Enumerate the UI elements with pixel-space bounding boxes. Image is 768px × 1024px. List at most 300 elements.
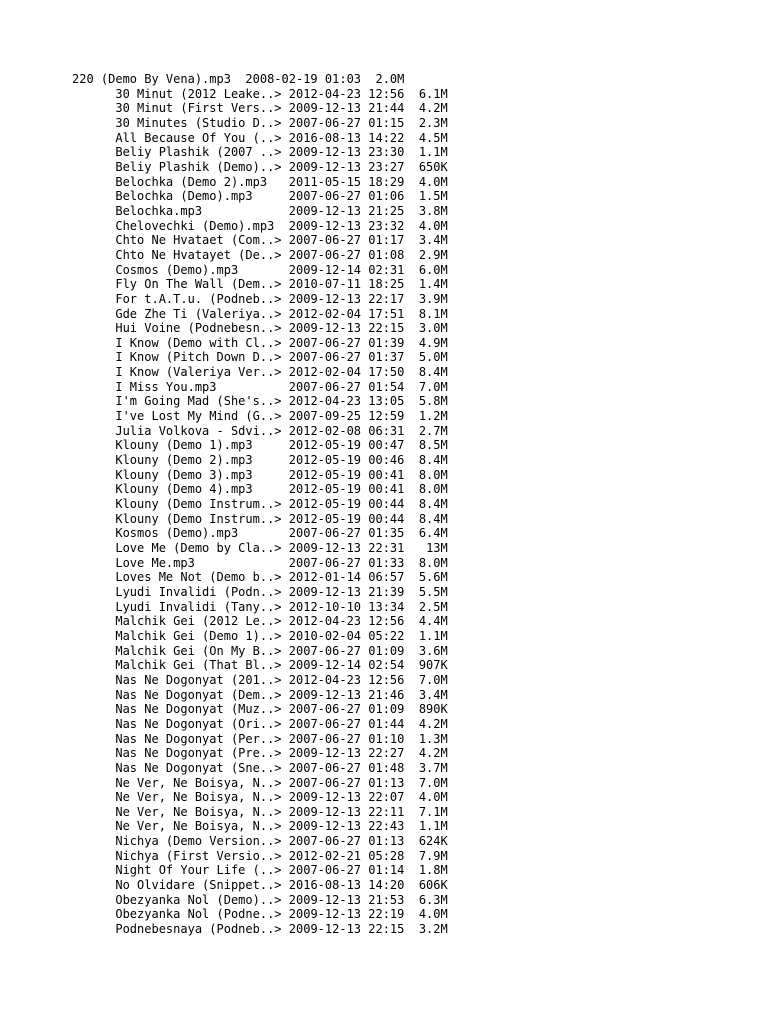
- file-time: 22:11: [368, 804, 405, 819]
- entry-indent: [72, 776, 115, 790]
- file-link[interactable]: Chto Ne Hvatayet (De..>: [115, 247, 282, 262]
- file-entry[interactable]: [72, 453, 448, 468]
- column-gap: [404, 600, 418, 614]
- file-date: 2012-04-23: [288, 86, 362, 101]
- entry-indent: [72, 424, 115, 438]
- entry-indent: [72, 482, 115, 496]
- file-entry[interactable]: [72, 907, 448, 922]
- column-gap: [404, 922, 418, 936]
- file-date: 2012-02-04: [288, 365, 362, 380]
- file-time: 18:25: [368, 277, 405, 292]
- file-date: 2007-06-27: [288, 731, 362, 746]
- column-gap: [404, 834, 418, 848]
- file-entry[interactable]: [72, 644, 448, 659]
- file-time: 14:20: [368, 878, 405, 893]
- column-gap: [404, 673, 418, 687]
- file-size: 13M: [426, 541, 448, 555]
- column-gap: [404, 189, 418, 203]
- file-link[interactable]: I'm Going Mad (She's..>: [115, 394, 282, 409]
- file-date: 2016-08-13: [288, 878, 362, 893]
- file-link[interactable]: Chelovechki (Demo).mp3: [115, 218, 275, 233]
- file-entry[interactable]: [72, 497, 448, 512]
- entry-indent: [72, 585, 115, 599]
- column-gap: [404, 717, 418, 731]
- entry-indent: [72, 204, 115, 218]
- file-link[interactable]: Night Of Your Life (..>: [115, 863, 282, 878]
- file-link[interactable]: Belochka (Demo).mp3: [115, 189, 253, 204]
- file-link[interactable]: 220 (Demo By Vena).mp3: [72, 72, 231, 86]
- file-entry[interactable]: [72, 175, 448, 190]
- column-gap: [404, 776, 418, 790]
- file-date: 2007-06-27: [288, 526, 362, 541]
- file-entry[interactable]: [72, 688, 448, 703]
- column-gap: [238, 526, 289, 540]
- file-time: 01:03: [324, 72, 362, 86]
- file-size: 1.1M: [418, 819, 448, 834]
- file-date: 2012-02-21: [288, 848, 362, 863]
- file-entry[interactable]: [72, 321, 448, 336]
- file-link[interactable]: Obezyanka Nol (Podne..>: [115, 907, 282, 922]
- column-gap: [282, 497, 289, 511]
- column-gap: [404, 688, 418, 702]
- column-gap: [282, 87, 289, 101]
- file-link[interactable]: Malchik Gei (On My B..>: [115, 643, 282, 658]
- file-size: 8.0M: [418, 467, 448, 482]
- file-link[interactable]: Beliy Plashik (Demo)..>: [115, 159, 282, 174]
- file-entry[interactable]: [72, 116, 448, 131]
- file-size: 2.5M: [418, 599, 448, 614]
- file-size: 4.2M: [418, 101, 448, 116]
- entry-indent: [72, 380, 115, 394]
- file-link[interactable]: Belochka.mp3: [115, 203, 203, 218]
- entry-indent: [72, 556, 115, 570]
- column-gap: [404, 629, 418, 643]
- column-gap: [404, 497, 418, 511]
- file-time: 22:15: [368, 321, 405, 336]
- file-link[interactable]: Gde Zhe Ti (Valeriya..>: [115, 306, 282, 321]
- column-gap: [318, 72, 325, 86]
- column-gap: [217, 380, 289, 394]
- file-time: 01:10: [368, 731, 405, 746]
- entry-indent: [72, 834, 115, 848]
- column-gap: [282, 585, 289, 599]
- file-link[interactable]: Malchik Gei (2012 Le..>: [115, 614, 282, 629]
- column-gap: [404, 292, 418, 306]
- entry-indent: [72, 512, 115, 526]
- file-link[interactable]: Love Me.mp3: [115, 555, 195, 570]
- column-gap: [404, 321, 418, 335]
- entry-indent: [72, 116, 115, 130]
- file-link[interactable]: Julia Volkova - Sdvi..>: [115, 423, 282, 438]
- file-link[interactable]: Love Me (Demo by Cla..>: [115, 541, 282, 555]
- file-link[interactable]: Chto Ne Hvataet (Com..>: [115, 233, 282, 248]
- file-entry[interactable]: [72, 585, 448, 600]
- file-link[interactable]: Klouny (Demo 1).mp3: [115, 438, 253, 453]
- file-size: 3.4M: [418, 687, 448, 702]
- file-link[interactable]: Klouny (Demo 3).mp3: [115, 467, 253, 482]
- file-date: 2009-12-13: [288, 145, 362, 160]
- file-entry[interactable]: [72, 556, 448, 571]
- file-date: 2012-02-04: [288, 306, 362, 321]
- file-link[interactable]: I Know (Valeriya Ver..>: [115, 365, 282, 380]
- file-entry[interactable]: [72, 350, 448, 365]
- file-entry[interactable]: [72, 424, 448, 439]
- file-entry[interactable]: [72, 805, 448, 820]
- file-link[interactable]: All Because Of You (..>: [115, 130, 282, 145]
- file-link[interactable]: I Know (Demo with Cl..>: [115, 335, 282, 350]
- file-size: 4.2M: [418, 746, 448, 761]
- file-entry[interactable]: [72, 438, 448, 453]
- column-gap: [282, 673, 289, 687]
- file-entry[interactable]: [72, 307, 448, 322]
- file-link[interactable]: Malchik Gei (That Bl..>: [115, 658, 282, 673]
- file-size: 890K: [418, 702, 448, 717]
- file-entry[interactable]: [72, 204, 448, 219]
- file-link[interactable]: Belochka (Demo 2).mp3: [115, 174, 268, 189]
- file-link[interactable]: Podnebesnaya (Podneb..>: [115, 922, 282, 937]
- file-time: 01:14: [368, 863, 405, 878]
- file-entry[interactable]: [72, 717, 448, 732]
- entry-indent: [72, 614, 115, 628]
- file-link[interactable]: I Miss You.mp3: [115, 379, 217, 394]
- file-size: 2.0M: [375, 72, 405, 86]
- entry-indent: [72, 673, 115, 687]
- file-size: 8.4M: [418, 497, 448, 512]
- file-entry[interactable]: [72, 394, 448, 409]
- column-gap: [404, 438, 418, 452]
- file-date: 2012-05-19: [288, 497, 362, 512]
- file-link[interactable]: Klouny (Demo Instrum..>: [115, 497, 282, 512]
- file-entry[interactable]: [72, 409, 448, 424]
- file-entry[interactable]: [72, 849, 448, 864]
- file-time: 14:22: [368, 130, 405, 145]
- file-link[interactable]: Ne Ver, Ne Boisya, N..>: [115, 775, 282, 790]
- file-date: 2009-12-13: [288, 321, 362, 336]
- entry-indent: [72, 893, 115, 907]
- file-date: 2009-12-14: [288, 658, 362, 673]
- file-entry[interactable]: [72, 790, 448, 805]
- file-time: 21:44: [368, 101, 405, 116]
- file-entry[interactable]: [72, 658, 448, 673]
- file-entry[interactable]: [72, 365, 448, 380]
- file-date: 2007-06-27: [288, 702, 362, 717]
- column-gap: [404, 790, 418, 804]
- column-gap: [282, 790, 289, 804]
- file-time: 00:41: [368, 467, 405, 482]
- entry-indent: [72, 321, 115, 335]
- file-entry[interactable]: [72, 878, 448, 893]
- file-entry[interactable]: [72, 629, 448, 644]
- file-time: 01:09: [368, 643, 405, 658]
- file-link[interactable]: I Know (Pitch Down D..>: [115, 350, 282, 365]
- file-date: 2009-12-13: [288, 218, 362, 233]
- file-date: 2009-12-13: [288, 291, 362, 306]
- file-date: 2010-07-11: [288, 277, 362, 292]
- file-date: 2007-06-27: [288, 555, 362, 570]
- file-link[interactable]: Obezyanka Nol (Demo)..>: [115, 892, 282, 907]
- file-entry[interactable]: [72, 87, 448, 102]
- file-size: 624K: [418, 834, 448, 849]
- column-gap: [404, 746, 418, 760]
- entry-indent: [72, 350, 115, 364]
- file-link[interactable]: Nichya (First Versio..>: [115, 848, 282, 863]
- column-gap: [404, 907, 418, 921]
- file-size: 3.6M: [418, 643, 448, 658]
- file-entry[interactable]: [72, 160, 448, 175]
- column-gap: [267, 175, 289, 189]
- column-gap: [404, 131, 418, 145]
- file-size: 8.4M: [418, 453, 448, 468]
- file-link[interactable]: Ne Ver, Ne Boisya, N..>: [115, 804, 282, 819]
- column-gap: [404, 394, 418, 408]
- file-time: 01:09: [368, 702, 405, 717]
- file-date: 2009-12-13: [288, 907, 362, 922]
- column-gap: [282, 160, 289, 174]
- file-date: 2007-06-27: [288, 760, 362, 775]
- file-size: 8.1M: [418, 306, 448, 321]
- file-size: 1.3M: [418, 731, 448, 746]
- column-gap: [404, 409, 418, 423]
- file-size: 1.8M: [418, 863, 448, 878]
- file-time: 01:37: [368, 350, 405, 365]
- file-link[interactable]: Nas Ne Dogonyat (201..>: [115, 672, 282, 687]
- file-link[interactable]: Ne Ver, Ne Boisya, N..>: [115, 790, 282, 805]
- file-entry[interactable]: [72, 263, 448, 278]
- file-entry[interactable]: [72, 893, 448, 908]
- file-time: 22:17: [368, 291, 405, 306]
- file-entry[interactable]: [72, 922, 448, 937]
- file-link[interactable]: Beliy Plashik (2007 ..>: [115, 145, 282, 160]
- file-link[interactable]: Loves Me Not (Demo b..>: [115, 570, 282, 585]
- file-time: 23:30: [368, 145, 405, 160]
- file-link[interactable]: Klouny (Demo Instrum..>: [115, 511, 282, 526]
- file-date: 2007-06-27: [288, 379, 362, 394]
- file-time: 01:13: [368, 834, 405, 849]
- file-link[interactable]: Nas Ne Dogonyat (Ori..>: [115, 716, 282, 731]
- file-link[interactable]: Lyudi Invalidi (Tany..>: [115, 599, 282, 614]
- file-entry[interactable]: [72, 834, 448, 849]
- file-link[interactable]: Klouny (Demo 2).mp3: [115, 453, 253, 468]
- file-link[interactable]: Nas Ne Dogonyat (Muz..>: [115, 702, 282, 717]
- file-time: 01:54: [368, 379, 405, 394]
- file-time: 12:56: [368, 86, 405, 101]
- column-gap: [404, 585, 418, 599]
- file-size: 907K: [418, 658, 448, 673]
- file-time: 23:32: [368, 218, 405, 233]
- file-link[interactable]: Kosmos (Demo).mp3: [115, 526, 239, 541]
- file-entry[interactable]: [72, 570, 448, 585]
- file-entry[interactable]: [72, 761, 448, 776]
- file-entry[interactable]: [72, 248, 448, 263]
- column-gap: [253, 438, 289, 452]
- entry-indent: [72, 497, 115, 511]
- file-size: 3.9M: [418, 291, 448, 306]
- file-time: 00:44: [368, 511, 405, 526]
- entry-indent: [72, 702, 115, 716]
- column-gap: [282, 131, 289, 145]
- file-date: 2007-06-27: [288, 350, 362, 365]
- file-time: 00:46: [368, 453, 405, 468]
- file-entry[interactable]: [72, 145, 448, 160]
- file-entry[interactable]: [72, 380, 448, 395]
- column-gap: [282, 307, 289, 321]
- column-gap: [404, 175, 418, 189]
- file-size: 4.4M: [418, 614, 448, 629]
- column-gap: [231, 72, 245, 86]
- file-link[interactable]: Nas Ne Dogonyat (Per..>: [115, 731, 282, 746]
- file-entry[interactable]: [72, 614, 448, 629]
- file-time: 01:44: [368, 716, 405, 731]
- file-date: 2009-12-13: [288, 819, 362, 834]
- column-gap: [404, 614, 418, 628]
- column-gap: [282, 292, 289, 306]
- file-size: 4.0M: [418, 218, 448, 233]
- file-link[interactable]: Nas Ne Dogonyat (Sne..>: [115, 760, 282, 775]
- file-size: 2.7M: [418, 423, 448, 438]
- file-link[interactable]: Fly On The Wall (Dem..>: [115, 277, 282, 292]
- file-size: 7.1M: [418, 804, 448, 819]
- file-entry[interactable]: [72, 819, 448, 834]
- entry-indent: [72, 541, 115, 555]
- file-size: 8.4M: [418, 511, 448, 526]
- file-entry[interactable]: [72, 541, 448, 556]
- file-date: 2007-06-27: [288, 335, 362, 350]
- column-gap: [282, 233, 289, 247]
- file-link[interactable]: Malchik Gei (Demo 1)..>: [115, 628, 282, 643]
- file-entry[interactable]: [72, 482, 448, 497]
- file-date: 2007-06-27: [288, 716, 362, 731]
- column-gap: [404, 482, 418, 496]
- file-entry[interactable]: [72, 526, 448, 541]
- file-entry[interactable]: [72, 600, 448, 615]
- file-link[interactable]: No Olvidare (Snippet..>: [115, 878, 282, 893]
- column-gap: [282, 644, 289, 658]
- file-entry[interactable]: [72, 746, 448, 761]
- entry-indent: [72, 600, 115, 614]
- column-gap: [282, 336, 289, 350]
- file-entry[interactable]: [72, 863, 448, 878]
- entry-indent: [72, 101, 115, 115]
- file-entry[interactable]: [72, 219, 448, 234]
- file-date: 2007-06-27: [288, 189, 362, 204]
- column-gap: [282, 541, 289, 555]
- file-time: 02:54: [368, 658, 405, 673]
- column-gap: [404, 644, 418, 658]
- file-link[interactable]: 30 Minut (2012 Leake..>: [115, 86, 282, 101]
- file-date: 2007-06-27: [288, 247, 362, 262]
- file-date: 2016-08-13: [288, 130, 362, 145]
- column-gap: [274, 219, 288, 233]
- file-time: 12:59: [368, 409, 405, 424]
- file-entry[interactable]: [72, 72, 448, 87]
- entry-indent: [72, 878, 115, 892]
- file-size: 6.3M: [418, 892, 448, 907]
- file-size: 3.4M: [418, 233, 448, 248]
- column-gap: [282, 248, 289, 262]
- file-entry[interactable]: [72, 512, 448, 527]
- file-size: 4.0M: [418, 907, 448, 922]
- file-entry[interactable]: [72, 101, 448, 116]
- entry-indent: [72, 790, 115, 804]
- column-gap: [282, 116, 289, 130]
- file-date: 2009-12-13: [288, 159, 362, 174]
- file-entry[interactable]: [72, 702, 448, 717]
- file-size: 3.7M: [418, 760, 448, 775]
- file-link[interactable]: Klouny (Demo 4).mp3: [115, 482, 253, 497]
- file-link[interactable]: Hui Voine (Podnebesn..>: [115, 321, 282, 336]
- entry-indent: [72, 160, 115, 174]
- entry-indent: [72, 863, 115, 877]
- column-gap: [282, 746, 289, 760]
- file-date: 2009-12-13: [288, 790, 362, 805]
- file-time: 06:57: [368, 570, 405, 585]
- file-size: 8.5M: [418, 438, 448, 453]
- file-date: 2011-05-15: [288, 174, 362, 189]
- file-link[interactable]: I've Lost My Mind (G..>: [115, 409, 282, 424]
- file-entry[interactable]: [72, 131, 448, 146]
- file-size: 4.9M: [418, 335, 448, 350]
- file-date: 2009-12-14: [288, 262, 362, 277]
- file-size: 3.0M: [418, 321, 448, 336]
- entry-indent: [72, 277, 115, 291]
- column-gap: [253, 453, 289, 467]
- file-link[interactable]: Cosmos (Demo).mp3: [115, 262, 239, 277]
- file-time: 18:29: [368, 174, 405, 189]
- file-date: 2012-02-08: [288, 423, 362, 438]
- file-date: 2012-05-19: [288, 453, 362, 468]
- file-link[interactable]: Ne Ver, Ne Boisya, N..>: [115, 819, 282, 834]
- file-link[interactable]: 30 Minut (First Vers..>: [115, 101, 282, 116]
- file-size: 7.0M: [418, 775, 448, 790]
- file-time: 21:39: [368, 584, 405, 599]
- column-gap: [253, 189, 289, 203]
- file-entry[interactable]: [72, 277, 448, 292]
- column-gap: [282, 424, 289, 438]
- file-entry[interactable]: [72, 776, 448, 791]
- column-gap: [361, 72, 375, 86]
- file-date: 2007-06-27: [288, 233, 362, 248]
- file-link[interactable]: For t.A.T.u. (Podneb..>: [115, 291, 282, 306]
- file-size: 1.5M: [418, 189, 448, 204]
- column-gap: [404, 658, 418, 672]
- file-entry[interactable]: [72, 189, 448, 204]
- file-size: 5.6M: [418, 570, 448, 585]
- entry-indent: [72, 438, 115, 452]
- file-entry[interactable]: [72, 292, 448, 307]
- column-gap: [195, 556, 289, 570]
- entry-indent: [72, 145, 115, 159]
- file-entry[interactable]: [72, 732, 448, 747]
- file-link[interactable]: Nas Ne Dogonyat (Pre..>: [115, 746, 282, 761]
- file-link[interactable]: 30 Minutes (Studio D..>: [115, 115, 282, 130]
- entry-indent: [72, 189, 115, 203]
- file-entry[interactable]: [72, 336, 448, 351]
- file-date: 2012-04-23: [288, 614, 362, 629]
- entry-indent: [72, 131, 115, 145]
- file-entry[interactable]: [72, 673, 448, 688]
- file-link[interactable]: Lyudi Invalidi (Podn..>: [115, 584, 282, 599]
- column-gap: [404, 219, 418, 233]
- file-link[interactable]: Nichya (Demo Version..>: [115, 834, 282, 849]
- file-date: 2012-05-19: [288, 467, 362, 482]
- file-size: 3.8M: [418, 203, 448, 218]
- file-entry[interactable]: [72, 468, 448, 483]
- file-link[interactable]: Nas Ne Dogonyat (Dem..>: [115, 687, 282, 702]
- file-size: 1.1M: [418, 145, 448, 160]
- entry-indent: [72, 219, 115, 233]
- file-entry[interactable]: [72, 233, 448, 248]
- column-gap: [404, 541, 426, 555]
